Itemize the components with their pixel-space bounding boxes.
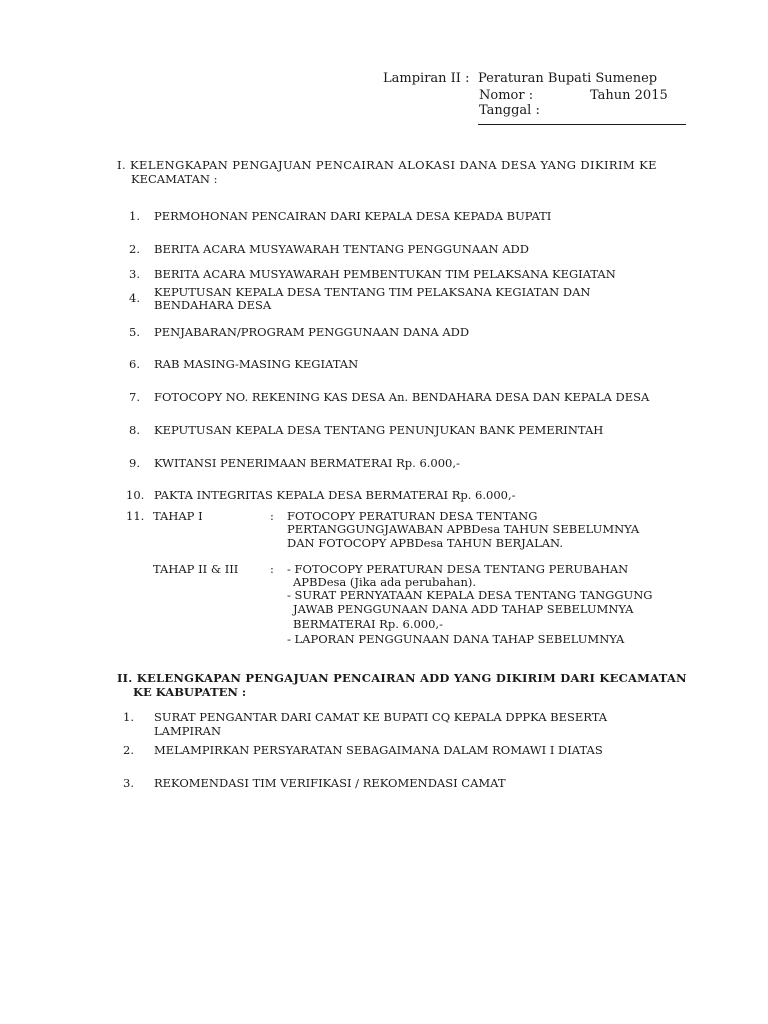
s1-item-text: KWITANSI PENERIMAAN BERMATERAI Rp. 6.000,- [154, 456, 460, 470]
tahap2-line: JAWAB PENGGUNAAN DANA ADD TAHAP SEBELUMNYA [293, 602, 634, 616]
s1-item-num: 10. [126, 488, 145, 502]
tahap1-colon: : [270, 509, 274, 523]
lampiran-label: Lampiran II : [383, 71, 470, 86]
section1-heading-cont: KECAMATAN : [131, 172, 218, 186]
s1-item-num: 5. [129, 325, 140, 339]
tahap1-line: FOTOCOPY PERATURAN DESA TENTANG [287, 509, 538, 523]
tahap2-line: - LAPORAN PENGGUNAAN DANA TAHAP SEBELUMNYA [287, 632, 625, 646]
tahap2-line: APBDesa (Jika ada perubahan). [293, 575, 477, 589]
s2-item-num: 3. [123, 776, 134, 790]
s1-item-text: PENJABARAN/PROGRAM PENGGUNAAN DANA ADD [154, 325, 470, 339]
s1-item-num: 1. [129, 209, 140, 223]
lampiran-value: Peraturan Bupati Sumenep [478, 71, 658, 86]
tahap1-line: PERTANGGUNGJAWABAN APBDesa TAHUN SEBELUMNYA [287, 522, 640, 536]
tahap2-line: - SURAT PERNYATAAN KEPALA DESA TENTANG TANGGUNG [287, 588, 653, 602]
s1-item-text: KEPUTUSAN KEPALA DESA TENTANG PENUNJUKAN BANK PEMERINTAH [154, 423, 604, 437]
section2-heading: II. KELENGKAPAN PENGAJUAN PENCAIRAN ADD YANG DIKIRIM DARI KECAMATAN [117, 671, 687, 685]
s1-item-num: 4. [129, 291, 140, 305]
s1-item-text-cont: BENDAHARA DESA [154, 298, 272, 312]
tahap2-colon: : [270, 562, 274, 576]
s1-item-text: BERITA ACARA MUSYAWARAH PEMBENTUKAN TIM PELAKSANA KEGIATAN [154, 267, 616, 281]
s2-item-text: SURAT PENGANTAR DARI CAMAT KE BUPATI CQ KEPALA DPPKA BESERTA [154, 710, 608, 724]
s2-item-text-cont: LAMPIRAN [154, 724, 222, 738]
s1-item-num: 3. [129, 267, 140, 281]
tahun-label: Tahun 2015 [590, 88, 668, 103]
tahap1-label: TAHAP I [153, 509, 203, 523]
s1-item-num: 8. [129, 423, 140, 437]
header-underline [478, 124, 686, 125]
tanggal-label: Tanggal : [479, 103, 540, 118]
s1-item-text: PERMOHONAN PENCAIRAN DARI KEPALA DESA KEPADA BUPATI [154, 209, 552, 223]
nomor-label: Nomor : [479, 88, 534, 103]
s2-item-text: REKOMENDASI TIM VERIFIKASI / REKOMENDASI CAMAT [154, 776, 506, 790]
s1-item-num: 6. [129, 357, 140, 371]
s1-item-text: PAKTA INTEGRITAS KEPALA DESA BERMATERAI Rp. 6.000,- [154, 488, 516, 502]
section1-heading: I. KELENGKAPAN PENGAJUAN PENCAIRAN ALOKASI DANA DESA YANG DIKIRIM KE [117, 158, 657, 172]
s1-item-num: 7. [129, 390, 140, 404]
tahap1-line: DAN FOTOCOPY APBDesa TAHUN BERJALAN. [287, 536, 564, 550]
section2-heading-cont: KE KABUPATEN : [133, 685, 247, 699]
tahap2-label: TAHAP II & III [153, 562, 239, 576]
s1-item-text: KEPUTUSAN KEPALA DESA TENTANG TIM PELAKSANA KEGIATAN DAN [154, 285, 591, 299]
s1-item-num: 2. [129, 242, 140, 256]
s2-item-num: 1. [123, 710, 134, 724]
tahap2-line: - FOTOCOPY PERATURAN DESA TENTANG PERUBAHAN [287, 562, 629, 576]
tahap2-line: BERMATERAI Rp. 6.000,- [293, 617, 443, 631]
s1-item-text: BERITA ACARA MUSYAWARAH TENTANG PENGGUNAAN ADD [154, 242, 529, 256]
s1-item11-num: 11. [126, 509, 145, 523]
s1-item-text: RAB MASING-MASING KEGIATAN [154, 357, 359, 371]
s1-item-text: FOTOCOPY NO. REKENING KAS DESA An. BENDAHARA DESA DAN KEPALA DESA [154, 390, 650, 404]
s2-item-num: 2. [123, 743, 134, 757]
s1-item-num: 9. [129, 456, 140, 470]
s2-item-text: MELAMPIRKAN PERSYARATAN SEBAGAIMANA DALAM ROMAWI I DIATAS [154, 743, 603, 757]
